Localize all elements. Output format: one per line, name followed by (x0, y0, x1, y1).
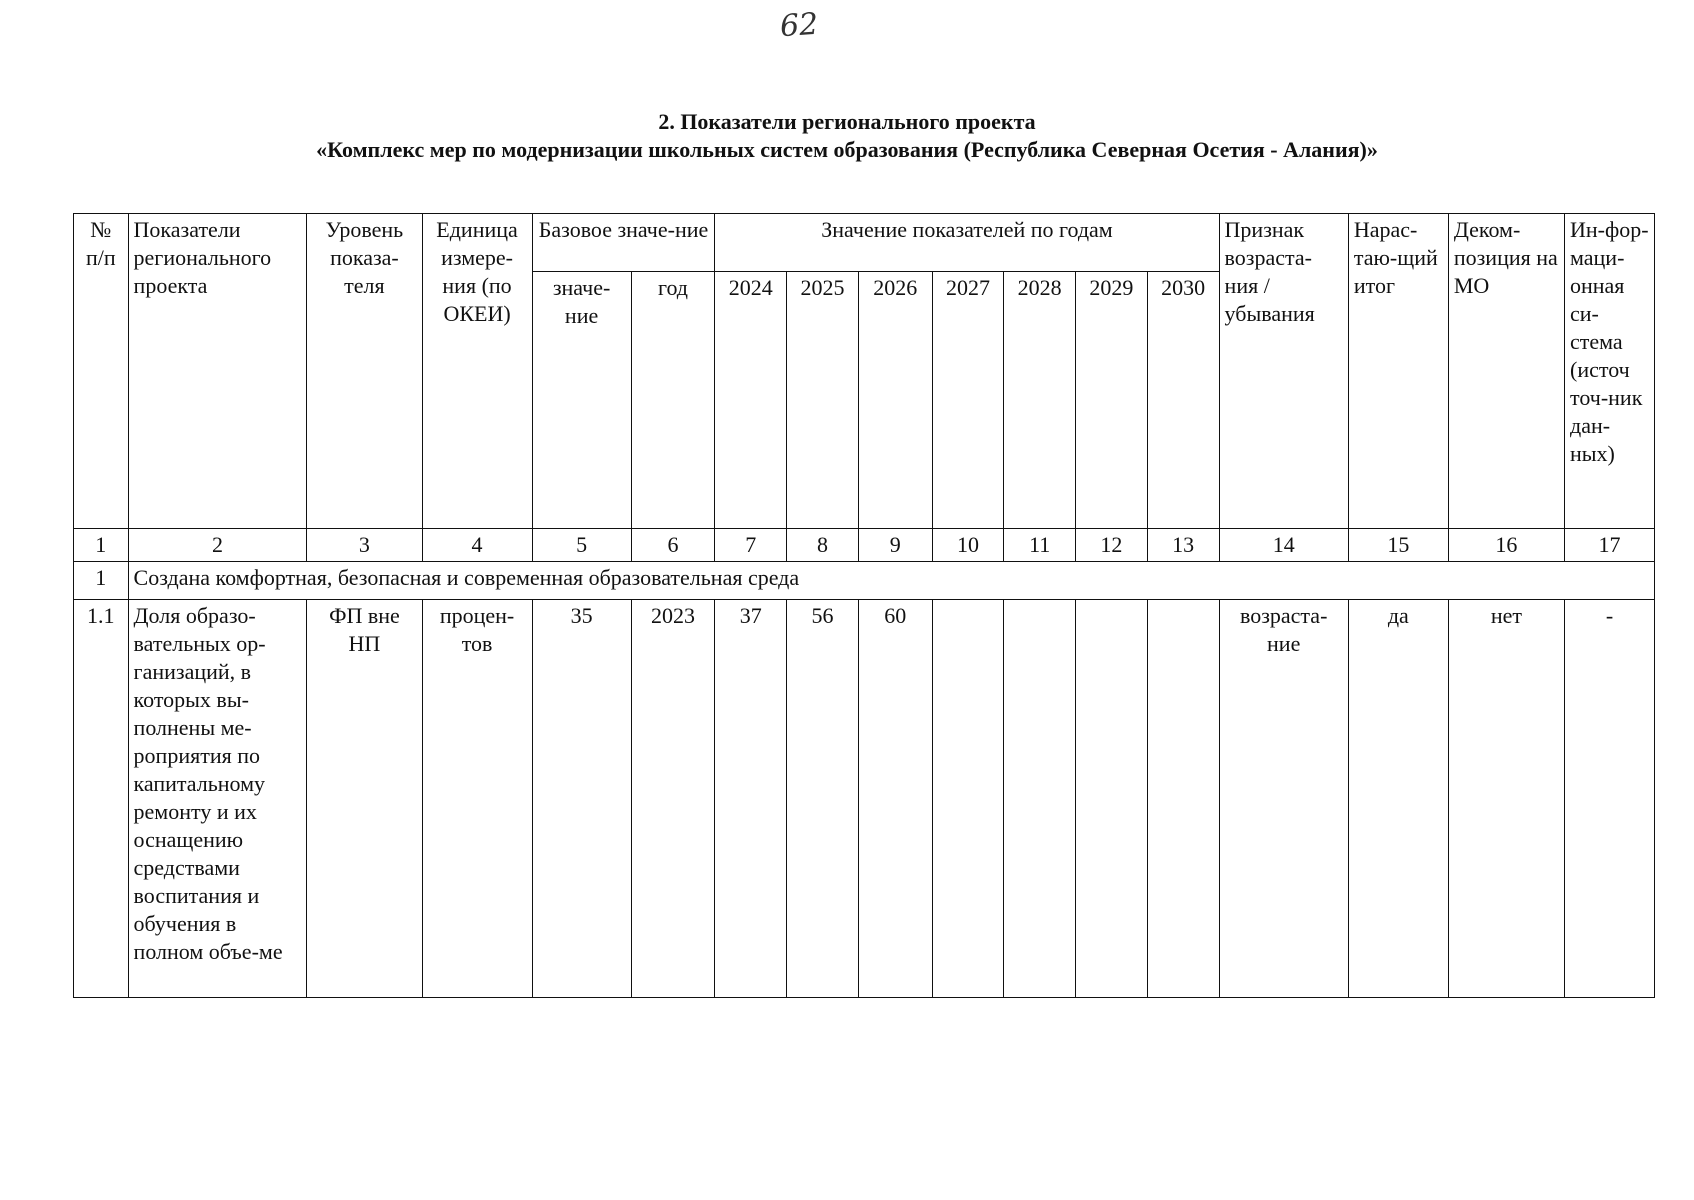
row-value-2029 (1076, 600, 1148, 998)
header-base-year: год (631, 272, 715, 529)
row-value-2024: 37 (715, 600, 787, 998)
row-base-year: 2023 (631, 600, 715, 998)
column-number: 14 (1219, 529, 1348, 562)
title-line-2: «Комплекс мер по модернизации школьных систем образования (Республика Северная Осетия - Алания)» (316, 137, 1378, 162)
row-base-value: 35 (532, 600, 631, 998)
column-number: 6 (631, 529, 715, 562)
row-decomposition: нет (1448, 600, 1564, 998)
row-info-system: - (1565, 600, 1655, 998)
header-row-1 (74, 214, 1655, 272)
header-year: 2030 (1147, 272, 1219, 529)
header-cumulative: Нарас-таю-щий итог (1348, 214, 1448, 529)
header-level: Уровень показа-теля (307, 214, 422, 529)
row-trend: возраста-ние (1219, 600, 1348, 998)
header-indicators: Показатели регионального проекта (128, 214, 307, 529)
column-number: 1 (74, 529, 129, 562)
row-value-2030 (1147, 600, 1219, 998)
column-number: 9 (858, 529, 932, 562)
column-number: 4 (422, 529, 532, 562)
header-year: 2026 (858, 272, 932, 529)
column-number: 12 (1076, 529, 1148, 562)
header-year: 2028 (1004, 272, 1076, 529)
row-value-2026: 60 (858, 600, 932, 998)
column-number: 10 (932, 529, 1004, 562)
column-number: 5 (532, 529, 631, 562)
indicators-table (73, 213, 1655, 998)
header-year: 2029 (1076, 272, 1148, 529)
page-number: 62 (778, 6, 820, 45)
header-year: 2027 (932, 272, 1004, 529)
header-year: 2025 (787, 272, 859, 529)
header-base-value: значе-ние (532, 272, 631, 529)
header-trend: Признак возраста-ния / убывания (1219, 214, 1348, 529)
column-number-row (74, 529, 1655, 562)
header-info-system: Ин-фор-маци-онная си-стема (источ точ-ник дан-ных) (1565, 214, 1655, 529)
row-level: ФП вне НП (307, 600, 422, 998)
title-line-1: 2. Показатели регионального проекта (658, 109, 1036, 134)
header-decomposition: Деком-позиция на МО (1448, 214, 1564, 529)
column-number: 2 (128, 529, 307, 562)
column-number: 11 (1004, 529, 1076, 562)
table-row (74, 600, 1655, 998)
header-no: № п/п (74, 214, 129, 529)
header-unit: Единица измере-ния (по ОКЕИ) (422, 214, 532, 529)
row-indicator: Доля образо-вательных ор-ганизаций, в которых вы-полнены ме-роприятия по капитальному ремонту и их оснащению средствами воспитания и обучения в полном объе-ме (128, 600, 307, 998)
column-number: 13 (1147, 529, 1219, 562)
section-row (74, 562, 1655, 600)
header-years-group: Значение показателей по годам (715, 214, 1219, 272)
column-number: 3 (307, 529, 422, 562)
header-year: 2024 (715, 272, 787, 529)
row-value-2027 (932, 600, 1004, 998)
section-no: 1 (74, 562, 129, 600)
row-cumulative: да (1348, 600, 1448, 998)
header-base: Базовое значе-ние (532, 214, 715, 272)
row-value-2025: 56 (787, 600, 859, 998)
column-number: 7 (715, 529, 787, 562)
section-title: Создана комфортная, безопасная и современная образовательная среда (128, 562, 1654, 600)
column-number: 15 (1348, 529, 1448, 562)
column-number: 16 (1448, 529, 1564, 562)
row-value-2028 (1004, 600, 1076, 998)
row-no: 1.1 (74, 600, 129, 998)
row-unit: процен-тов (422, 600, 532, 998)
column-number: 17 (1565, 529, 1655, 562)
document-title (0, 108, 1694, 164)
column-number: 8 (787, 529, 859, 562)
